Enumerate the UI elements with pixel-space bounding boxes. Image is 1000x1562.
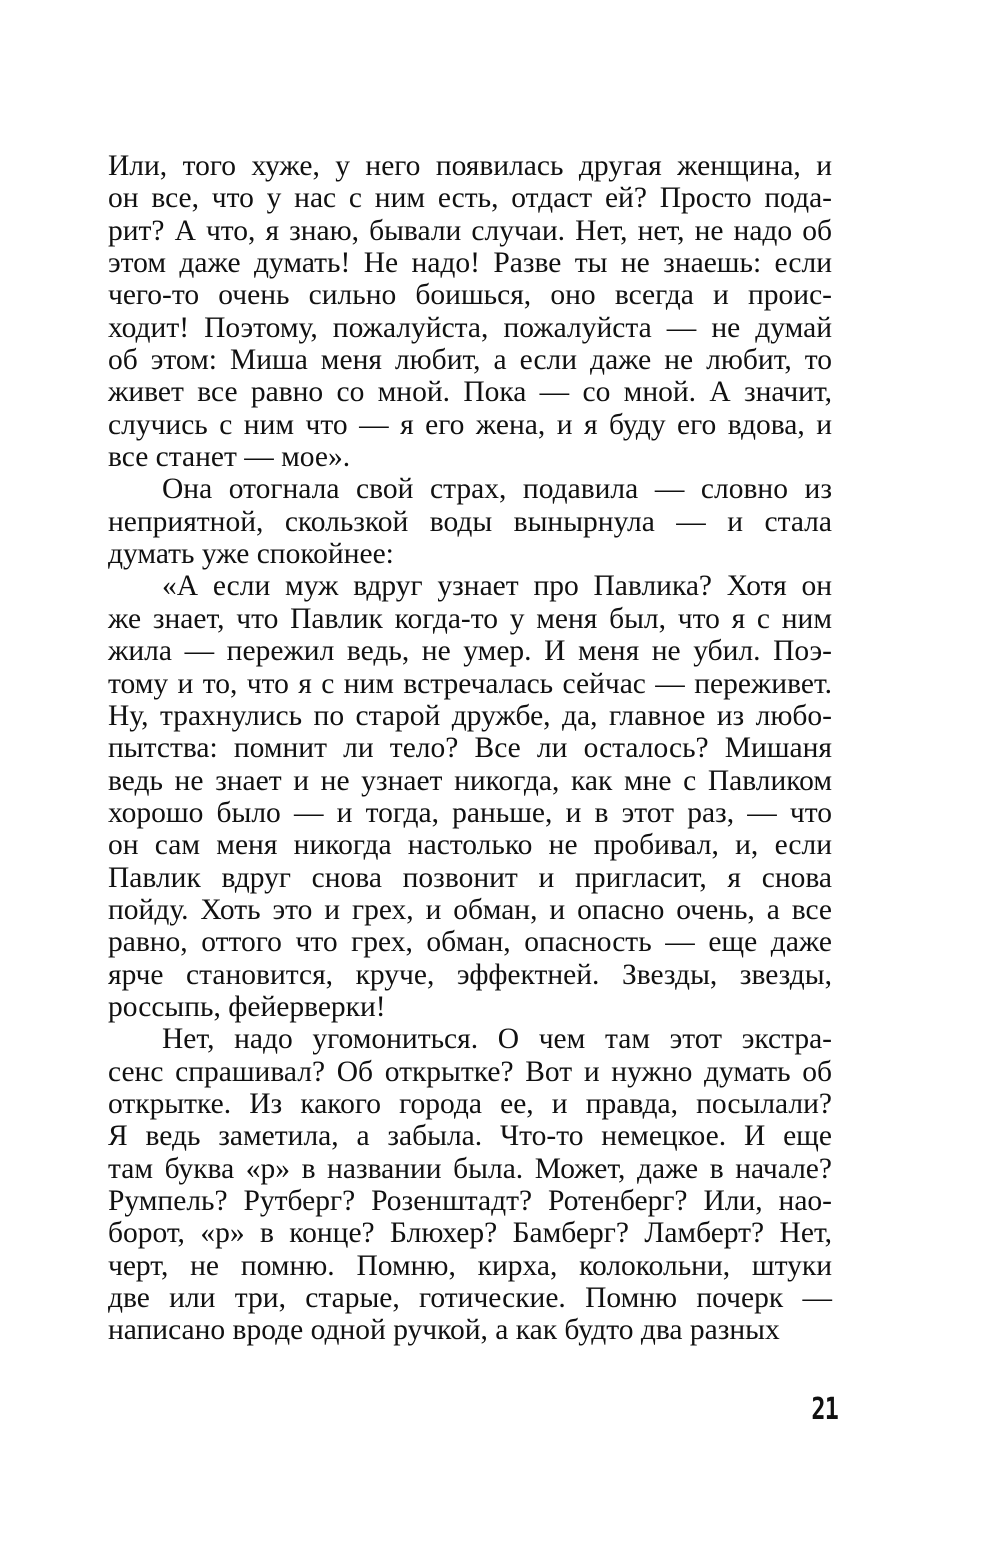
body-text: [108, 150, 832, 1347]
text-line: случись с ним что — я его жена, и я буду его вдова, и: [108, 408, 832, 441]
text-line: Павлик вдруг снова позвонит и пригласит, я снова: [108, 861, 832, 894]
paragraph: [108, 570, 832, 1023]
text-line: ходит! Поэтому, пожалуйста, пожалуйста — не думай: [108, 311, 832, 344]
text-line: Румпель? Рутберг? Розенштадт? Ротенберг? Или, нао-: [108, 1185, 832, 1217]
text-line: чего-то очень сильно боишься, оно всегда и проис-: [108, 279, 832, 312]
text-line: ярче становится, круче, эффектней. Звезды, звезды,: [108, 958, 832, 991]
text-line: жила — пережил ведь, не умер. И меня не убил. Поэ-: [108, 635, 832, 668]
text-line: тому и то, что я с ним встречалась сейчас — переживет.: [108, 667, 832, 700]
text-line: неприятной, скользкой воды вынырнула — и стала: [108, 505, 832, 538]
text-line: сенс спрашивал? Об открытке? Вот и нужно думать об: [108, 1055, 832, 1088]
text-line: открытке. Из какого города ее, и правда, посылали?: [108, 1087, 832, 1120]
text-line: «А если муж вдруг узнает про Павлика? Хотя он: [162, 570, 832, 603]
text-line: живет все равно со мной. Пока — со мной. А значит,: [108, 376, 832, 409]
text-line: россыпь, фейерверки!: [108, 990, 386, 1023]
text-line: об этом: Миша меня любит, а если даже не любит, то: [108, 344, 832, 377]
paragraph: [108, 473, 832, 570]
text-line: там буква «р» в названии была. Может, даже в начале?: [108, 1152, 832, 1185]
text-line: этом даже думать! Не надо! Разве ты не знаешь: если: [108, 247, 832, 280]
text-line: все станет — мое».: [108, 441, 351, 474]
text-line: он все, что у нас с ним есть, отдаст ей? Просто пода-: [108, 182, 832, 215]
text-line: пытства: помнит ли тело? Все ли осталось? Мишаня: [108, 732, 832, 765]
text-line: рит? А что, я знаю, бывали случаи. Нет, нет, не надо об: [108, 214, 832, 247]
text-line: написано вроде одной ручкой, а как будто два разных: [108, 1314, 780, 1347]
text-line: Или, того хуже, у него появилась другая женщина, и: [108, 150, 832, 182]
text-line: черт, не помню. Помню, кирха, колокольни, штуки: [108, 1249, 832, 1282]
text-line: борот, «р» в конце? Блюхер? Бамберг? Ламберт? Нет,: [108, 1217, 832, 1250]
paragraph: [108, 1023, 832, 1346]
text-line: он сам меня никогда настолько не пробивал, и, если: [108, 829, 832, 862]
text-line: равно, оттого что грех, обман, опасность — еще даже: [108, 926, 832, 959]
text-line: Нет, надо угомониться. О чем там этот экстра-: [162, 1023, 832, 1056]
text-line: пойду. Хоть это и грех, и обман, и опасно очень, а все: [108, 893, 832, 926]
text-line: Я ведь заметила, а забыла. Что-то немецкое. И еще: [108, 1120, 832, 1153]
paragraph: [108, 150, 832, 473]
text-line: две или три, старые, готические. Помню почерк —: [108, 1282, 832, 1315]
text-line: думать уже спокойнее:: [108, 538, 394, 571]
text-line: Она отогнала свой страх, подавила — словно из: [162, 473, 832, 506]
text-line: ведь не знает и не узнает никогда, как мне с Павликом: [108, 764, 832, 797]
text-line: же знает, что Павлик когда-то у меня был, что я с ним: [108, 602, 832, 635]
text-line: Ну, трахнулись по старой дружбе, да, главное из любо-: [108, 699, 832, 732]
text-line: хорошо было — и тогда, раньше, и в этот раз, — что: [108, 796, 832, 829]
page-number: 21: [811, 1392, 838, 1427]
